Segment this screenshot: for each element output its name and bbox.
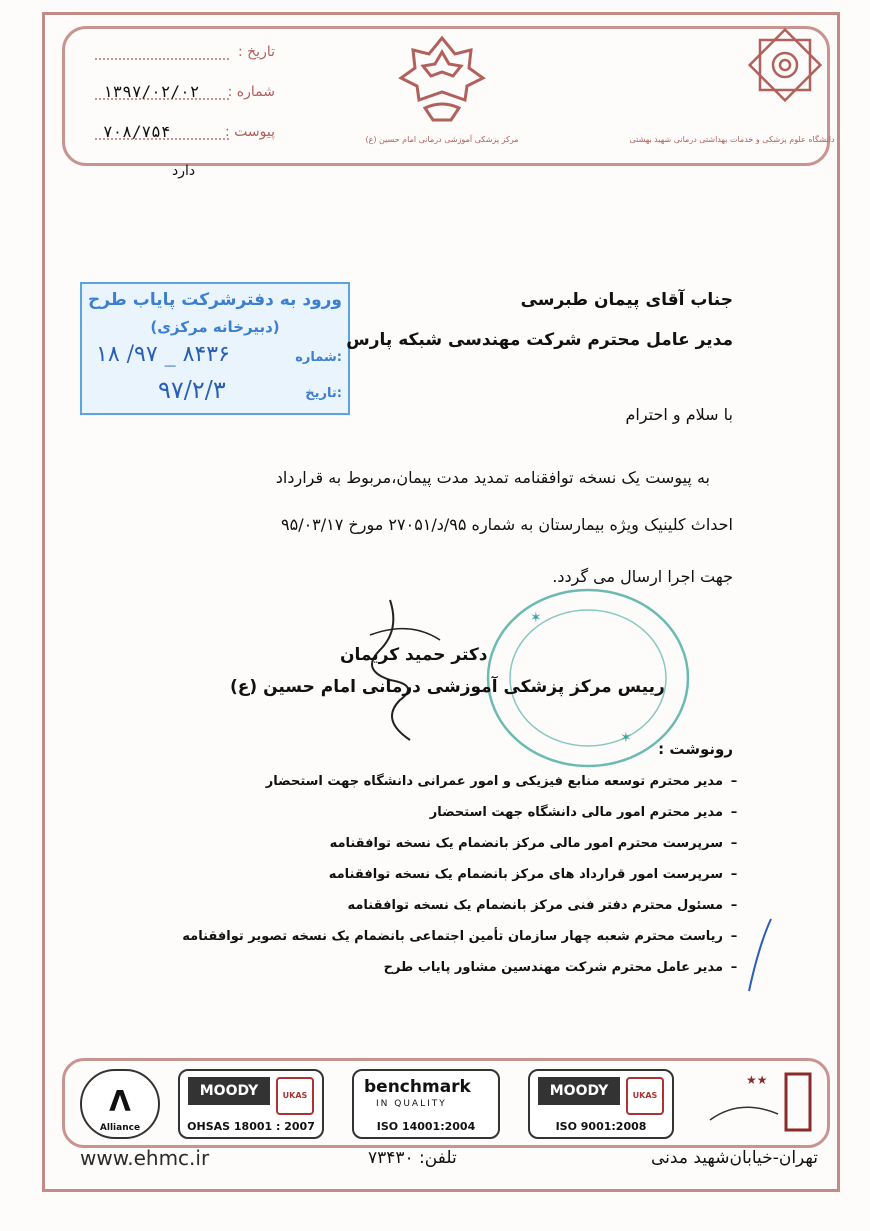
alliance-badge: Λ Alliance xyxy=(80,1069,160,1139)
university-logo-icon xyxy=(629,32,835,160)
address: تهران-خیابان‌شهید مدنی xyxy=(651,1148,818,1168)
stamp-number-value: ۱۸ /۹۷ _ ۸۴۳۶ xyxy=(96,342,230,367)
signature-icon xyxy=(330,590,460,750)
cc-item: –مدیر محترم توسعه منابع فیزیکی و امور عمرانی دانشگاه جهت استحضار xyxy=(265,774,738,789)
center-logo-icon xyxy=(365,30,519,158)
cc-item: –مدیر عامل محترم شرکت مهندسین مشاور پایاب طرح xyxy=(383,960,738,975)
date-label: تاریخ : xyxy=(237,44,275,60)
cc-item: –مدیر محترم امور مالی دانشگاه جهت استحضار xyxy=(429,805,738,820)
stamp-subtitle: (دبیرخانه مرکزی) xyxy=(150,318,280,336)
body-line-1: به پیوست یک نسخه توافقنامه تمدید مدت پیمان،مربوط به قرارداد xyxy=(275,468,710,487)
website[interactable]: www.ehmc.ir xyxy=(80,1146,210,1170)
attachment-label: پیوست : xyxy=(225,124,275,140)
registration-stamp xyxy=(80,282,350,415)
recipient-title: مدیر عامل محترم شرکت مهندسی شبکه پارس xyxy=(346,330,733,350)
stamp-date-value: ۹۷/۲/۳ xyxy=(158,376,226,404)
svg-text:✶: ✶ xyxy=(620,730,632,746)
cc-item: –سرپرست امور قرارداد های مرکز بانضمام یک نسخه توافقنامه xyxy=(328,867,738,882)
cc-item: –سرپرست محترم امور مالی مرکز بانضمام یک نسخه توافقنامه xyxy=(329,836,738,851)
body-line-3: جهت اجرا ارسال می گردد. xyxy=(552,567,733,586)
date-row xyxy=(95,42,275,66)
number-label: شماره : xyxy=(227,84,275,100)
checkmark-icon xyxy=(745,915,775,995)
svg-text:✶: ✶ xyxy=(530,610,542,626)
signer-name: دکتر حمید کریمان xyxy=(340,645,488,665)
svg-text:★★: ★★ xyxy=(746,1073,768,1087)
award-logo-icon xyxy=(700,1068,820,1140)
body-line-2: احداث کلینیک ویژه بیمارستان به شماره ۹۵/د/۲۷۰۵۱ مورخ ۹۵/۰۳/۱۷ xyxy=(281,515,733,534)
stamp-title: ورود به دفترشرکت پایاب طرح xyxy=(87,290,342,310)
iso9001-badge: MOODY UKAS ISO 9001:2008 xyxy=(528,1069,674,1139)
number-value: ۱۳۹۷/۰۲/۰۲ xyxy=(103,82,200,101)
cc-item: –ریاست محترم شعبه چهار سازمان تأمین اجتماعی بانضمام یک نسخه تصویر توافقنامه xyxy=(182,929,738,944)
number-row xyxy=(95,82,275,106)
phone-number: تلفن: ۷۳۴۳۰ xyxy=(368,1148,457,1168)
cc-title: رونوشت : xyxy=(658,740,733,758)
attachment-note: دارد xyxy=(172,163,196,179)
cc-item: –مسئول محترم دفتر فنی مرکز بانضمام یک نسخه توافقنامه xyxy=(347,898,738,913)
recipient-name: جناب آقای پیمان طبرسی xyxy=(520,290,733,310)
stamp-date-label: تاریخ: xyxy=(305,386,342,401)
attachment-value: ۷۰۸/۷۵۴ xyxy=(103,122,171,141)
stamp-number-label: شماره: xyxy=(295,350,342,365)
university-logo-text: دانشگاه علوم پزشکی و خدمات بهداشتی درمانی شهید بهشتی xyxy=(629,135,835,144)
iso14001-badge: benchmark IN QUALITY ISO 14001:2004 xyxy=(352,1069,500,1139)
signer-title: رییس مرکز پزشکی آموزشی درمانی امام حسین (ع) xyxy=(230,677,665,697)
attachment-row xyxy=(95,122,275,146)
ohsas-badge: MOODY UKAS OHSAS 18001 : 2007 xyxy=(178,1069,324,1139)
greeting: با سلام و احترام xyxy=(625,405,733,424)
cc-list xyxy=(182,774,745,991)
center-logo-text: مرکز پزشکی آموزشی درمانی امام حسین (ع) xyxy=(365,135,519,144)
